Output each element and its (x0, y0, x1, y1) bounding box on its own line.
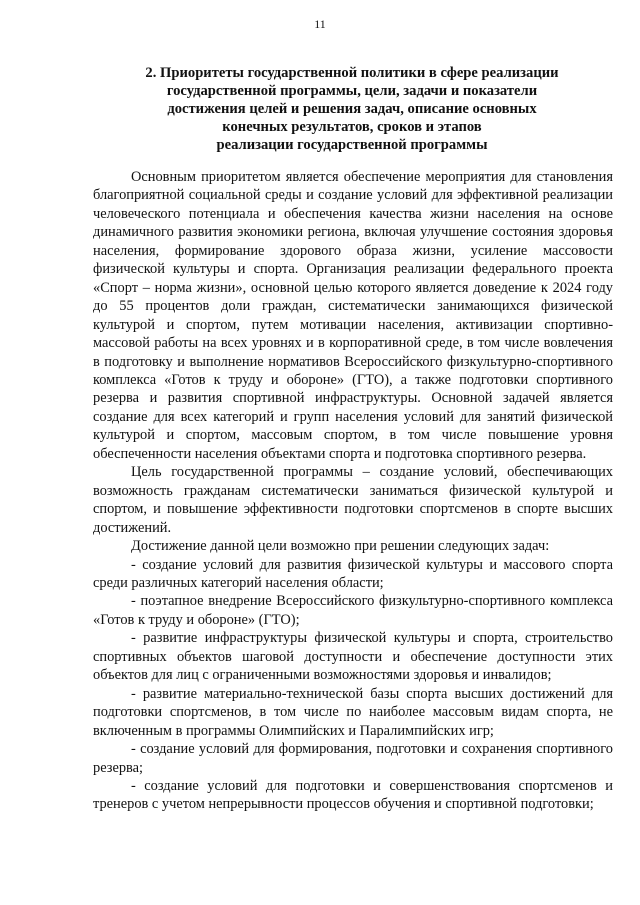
heading-line: реализации государственной программы (216, 137, 488, 153)
task-item: - развитие материально-технической базы спорта высших достижений для подготовки спортсменов, в том числе по наиболее массовым видам спорта, не включенным в программы Олимпийских и Паралимпийских игр; (93, 685, 613, 739)
body-text (93, 168, 613, 814)
paragraph-tasks-intro: Достижение данной цели возможно при решении следующих задач: (131, 538, 550, 555)
section-heading (92, 64, 612, 154)
heading-line: государственной программы, цели, задачи и показатели (166, 83, 538, 99)
task-item: - создание условий для подготовки и совершенствования спортсменов и тренеров с учетом непрерывности процессов обучения и спортивной подготовки; (93, 777, 613, 813)
heading-line: конечных результатов, сроков и этапов (222, 119, 482, 135)
heading-line: 2. Приоритеты государственной политики в сфере реализации (145, 65, 559, 81)
task-item: - развитие инфраструктуры физической культуры и спорта, строительство спортивных объектов шаговой доступности и обеспечение доступности этих объектов для лиц с ограниченными возможностями здоровья и инвалидов; (93, 630, 613, 684)
page-number: 11 (314, 17, 326, 31)
task-item: - поэтапное внедрение Всероссийского физкультурно-спортивного комплекса «Готов к труду и обороне» (ГТО); (93, 593, 613, 628)
task-item: - создание условий для формирования, подготовки и сохранения спортивного резерва; (93, 741, 613, 776)
task-item: - создание условий для развития физической культуры и массового спорта среди различных категорий населения области; (93, 556, 613, 591)
paragraph-goal: Цель государственной программы – создание условий, обеспечивающих возможность гражданам систематически заниматься физической культурой и спортом, и повышение эффективности подготовки спортсменов в спорте высших достижений. (93, 464, 613, 536)
paragraph-priority: Основным приоритетом является обеспечение мероприятия для становления благоприятной социальной среды и создание условий для эффективной реализации человеческого потенциала и обеспечения качества жизни населения на основе динамичного развития экономики региона, включая улучшение состояния здоровья населения, формирование здорового образа жизни, усиление массовости физической культуры и спорта. Организация реализации федерального проекта «Спорт – норма жизни», основной целью которого является доведение к 2024 году до 55 процентов доли граждан, систематически занимающихся физической культурой и спортом, путем мотивации населения, активизации спортивно-массовой работы на всех уровнях и в корпоративной среде, в том числе вовлечения в подготовку и выполнение нормативов Всероссийского физкультурно-спортивного комплекса «Готов к труду и обороне» (ГТО), а также подготовки спортивного резерва и развития спортивной инфраструктуры. Основной задачей является создание для всех категорий и групп населения условий для занятий физической культурой и спортом, массовым спортом, в том числе повышение уровня обеспеченности населения объектами спорта и подготовка спортивного резерва. (93, 169, 613, 462)
heading-line: достижения целей и решения задач, описание основных (167, 101, 537, 117)
